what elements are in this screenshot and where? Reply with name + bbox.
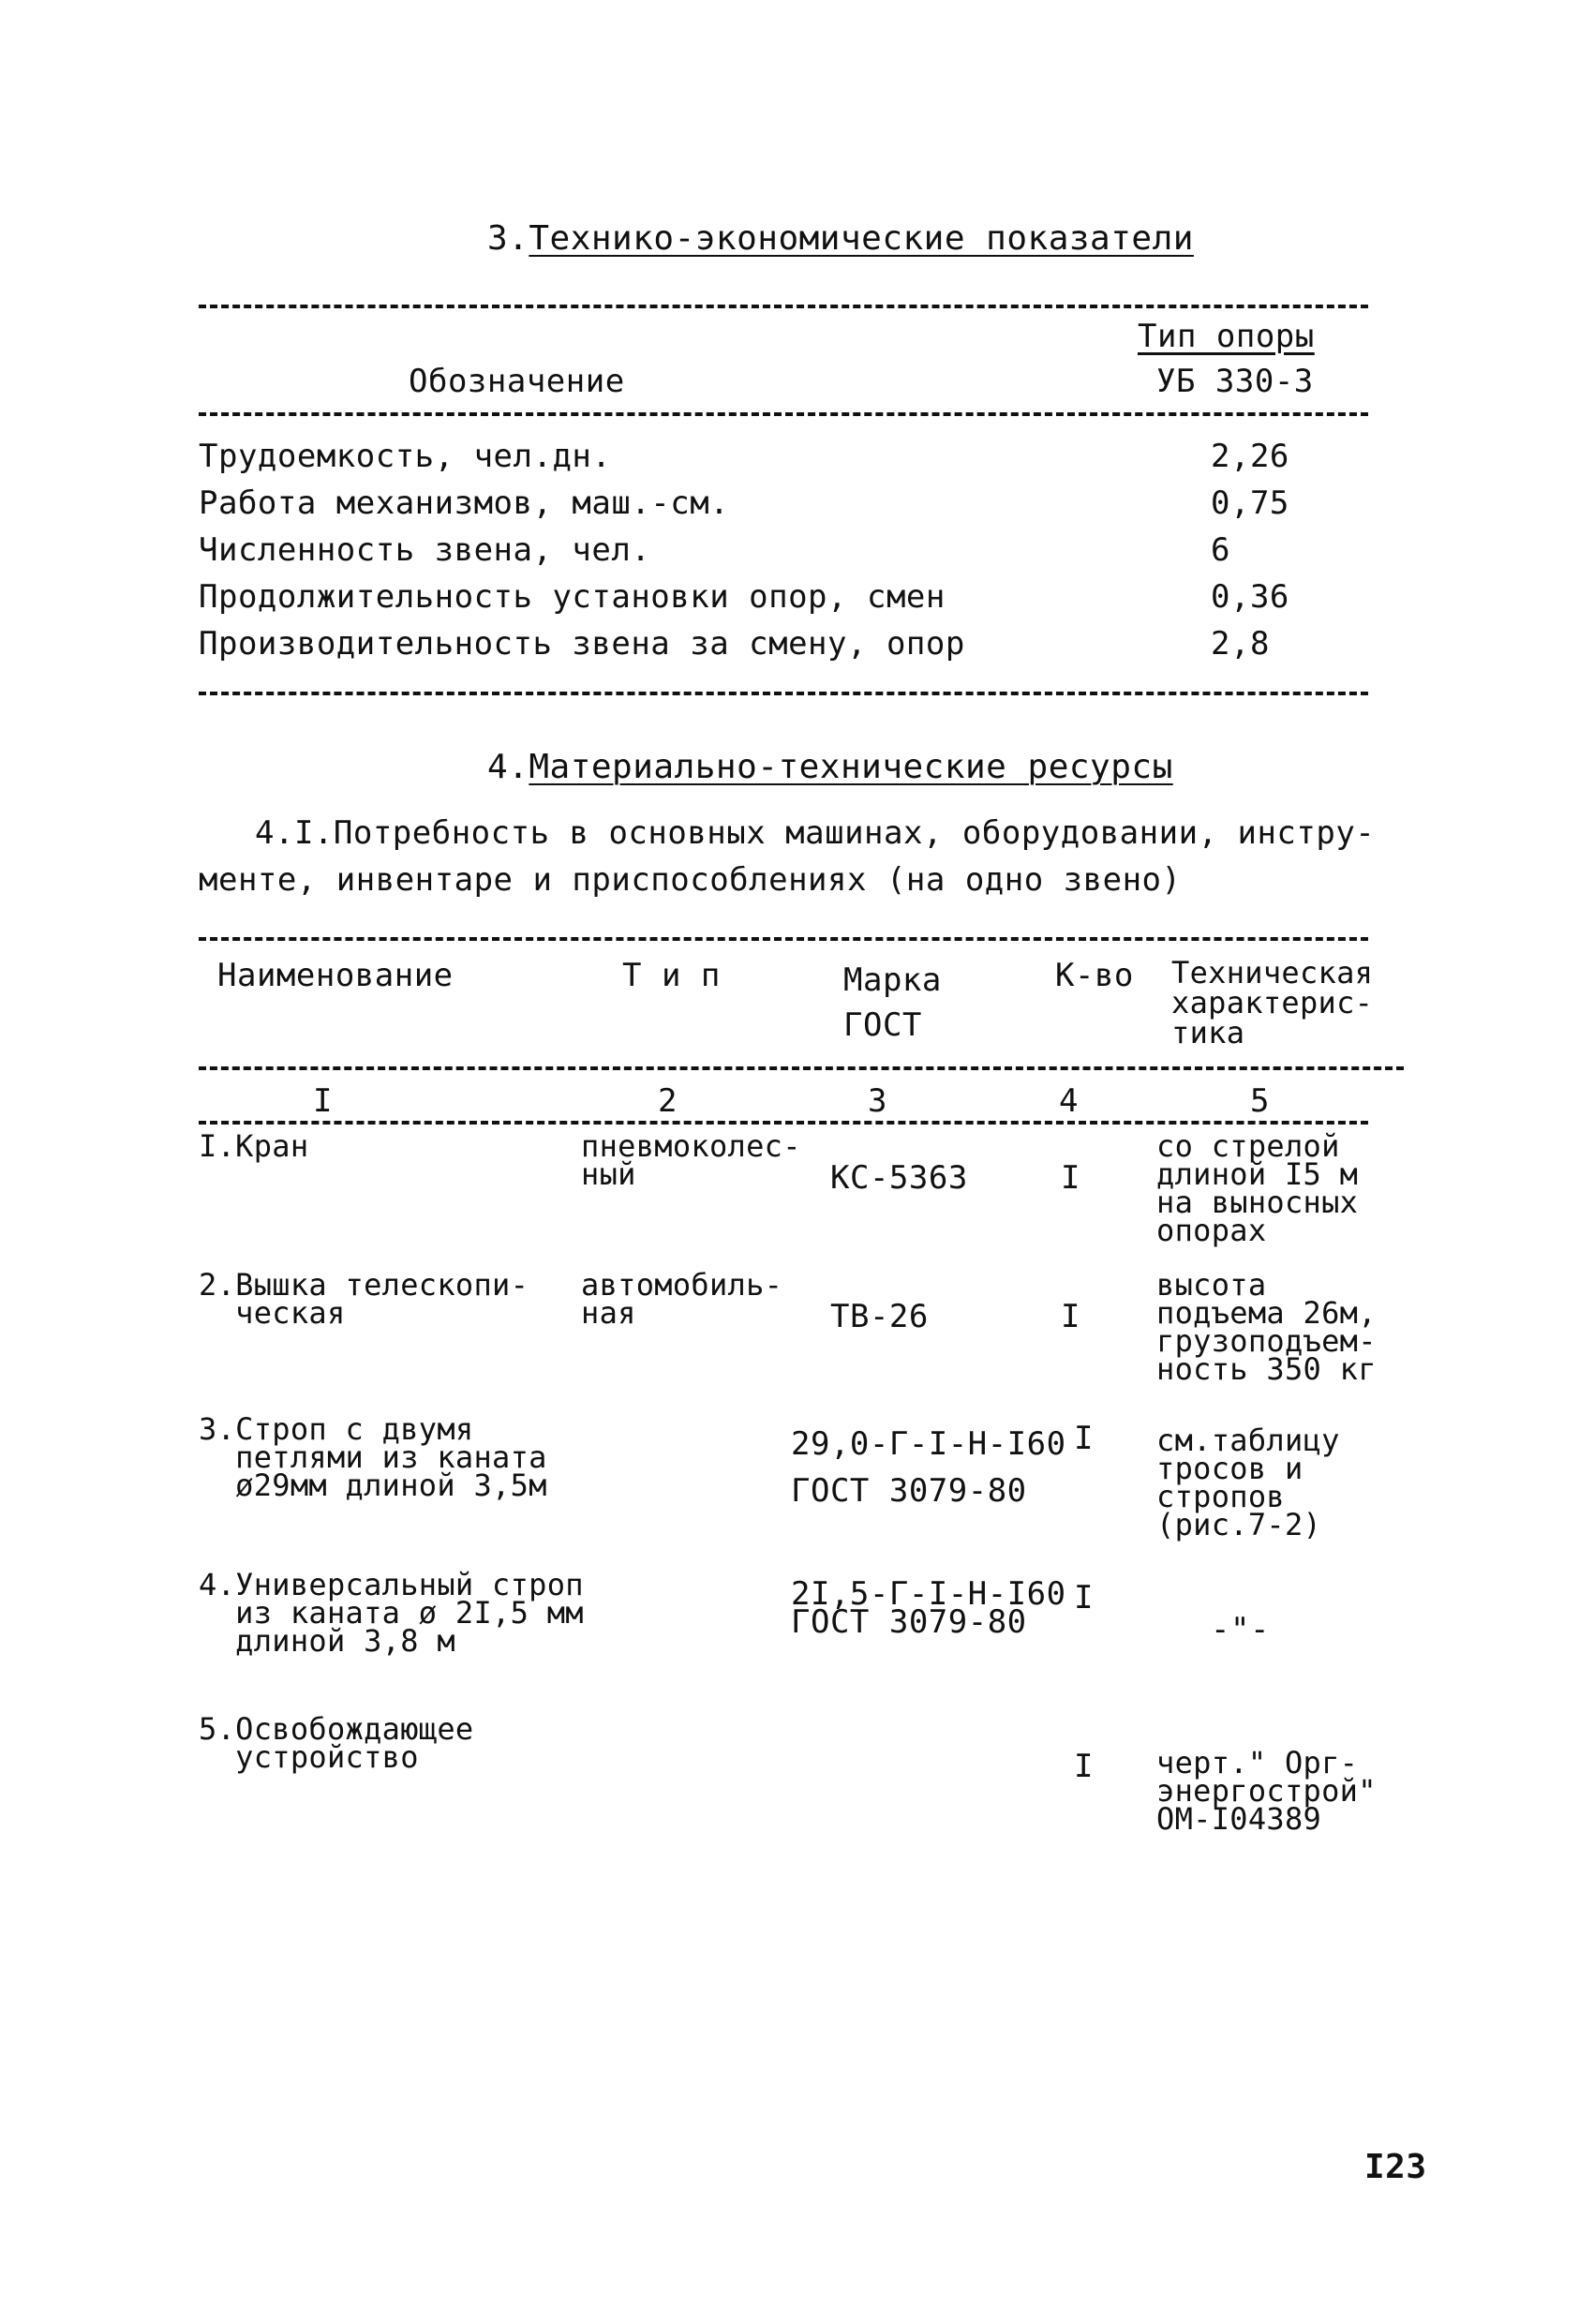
resource-qty: I — [1061, 1159, 1080, 1197]
header-name: Наименование — [217, 957, 454, 994]
resource-qty: I — [1074, 1420, 1094, 1457]
resource-type: автомобиль- ная — [581, 1267, 783, 1331]
resource-mark: 2I,5-Г-I-Н-I60 ГОСТ 3079-80 — [791, 1575, 1066, 1641]
resource-tech: см.таблицу тросов и стропов (рис.7-2) — [1156, 1423, 1340, 1542]
resource-mark: КС-5363 — [830, 1159, 968, 1197]
type-header: Тип опоры — [1138, 318, 1315, 355]
designation-header: Обозначение — [409, 363, 625, 400]
divider — [199, 1066, 1404, 1070]
indicator-value: 0,75 — [1211, 484, 1289, 522]
divider — [199, 937, 1368, 941]
indicator-label: Работа механизмов, маш.-см. — [199, 484, 730, 522]
section4-title — [487, 750, 1173, 785]
divider — [199, 305, 1368, 308]
resource-mark: ТВ-26 — [830, 1298, 929, 1335]
divider — [199, 692, 1368, 695]
resource-qty: I — [1074, 1748, 1094, 1785]
resource-qty: I — [1061, 1298, 1080, 1335]
section3-number: 3. — [487, 219, 529, 258]
resource-tech: черт." Орг- энергострой" ОМ-I04389 — [1156, 1745, 1377, 1837]
resource-name: 3.Строп с двумя петлями из каната ø29мм длиной 3,5м — [199, 1411, 547, 1503]
indicator-value: 0,36 — [1211, 578, 1289, 616]
resource-mark: 29,0-Г-I-Н-I60 ГОСТ 3079-80 — [791, 1425, 1066, 1510]
resource-name: I.Кран — [199, 1128, 309, 1164]
column-number: 2 — [658, 1082, 678, 1120]
header-mark: Марка ГОСТ — [843, 961, 942, 1044]
resource-type: пневмоколес- ный — [581, 1128, 801, 1192]
header-qty: К-во — [1055, 957, 1134, 994]
indicator-label: Численность звена, чел. — [199, 531, 651, 569]
indicator-value: 2,26 — [1211, 438, 1289, 475]
indicator-value: 6 — [1211, 531, 1230, 569]
indicator-value: 2,8 — [1211, 625, 1270, 663]
resource-name: 5.Освобождающее устройство — [199, 1711, 474, 1775]
resource-tech: высота подъема 26м, грузоподъем- ность 350 кг — [1156, 1267, 1377, 1387]
divider — [199, 1121, 1368, 1125]
subsection-line: менте, инвентаре и приспособлениях (на одно звено) — [199, 861, 1182, 899]
type-value: УБ 330-3 — [1156, 363, 1314, 400]
section4-title-text: Материально-технические ресурсы — [529, 748, 1173, 786]
page-number: I23 — [1364, 2148, 1427, 2186]
section3-title — [487, 221, 1194, 257]
column-number: 3 — [868, 1082, 887, 1120]
resource-name: 2.Вышка телескопи- ческая — [199, 1267, 529, 1331]
resource-tech: -"- — [1211, 1611, 1270, 1648]
resource-name: 4.Универсальный строп из каната ø 2I,5 мм длиной 3,8 м — [199, 1567, 584, 1659]
column-number: I — [313, 1082, 333, 1120]
header-tech: Техническая характерис- тика — [1171, 955, 1374, 1050]
resource-qty: I — [1074, 1579, 1094, 1616]
section4-number: 4. — [487, 748, 529, 786]
resource-tech: со стрелой длиной I5 м на выносных опорах — [1156, 1128, 1359, 1248]
subsection-line: 4.I.Потребность в основных машинах, оборудовании, инстру- — [255, 814, 1376, 852]
column-number: 4 — [1059, 1082, 1079, 1120]
indicator-label: Производительность звена за смену, опор — [199, 625, 965, 663]
indicator-label: Продолжительность установки опор, смен — [199, 578, 946, 616]
header-type: Т и п — [622, 957, 721, 994]
column-number: 5 — [1250, 1082, 1270, 1120]
indicator-label: Трудоемкость, чел.дн. — [199, 438, 612, 475]
section3-title-text: Технико-экономические показатели — [529, 219, 1194, 258]
divider — [199, 412, 1368, 416]
